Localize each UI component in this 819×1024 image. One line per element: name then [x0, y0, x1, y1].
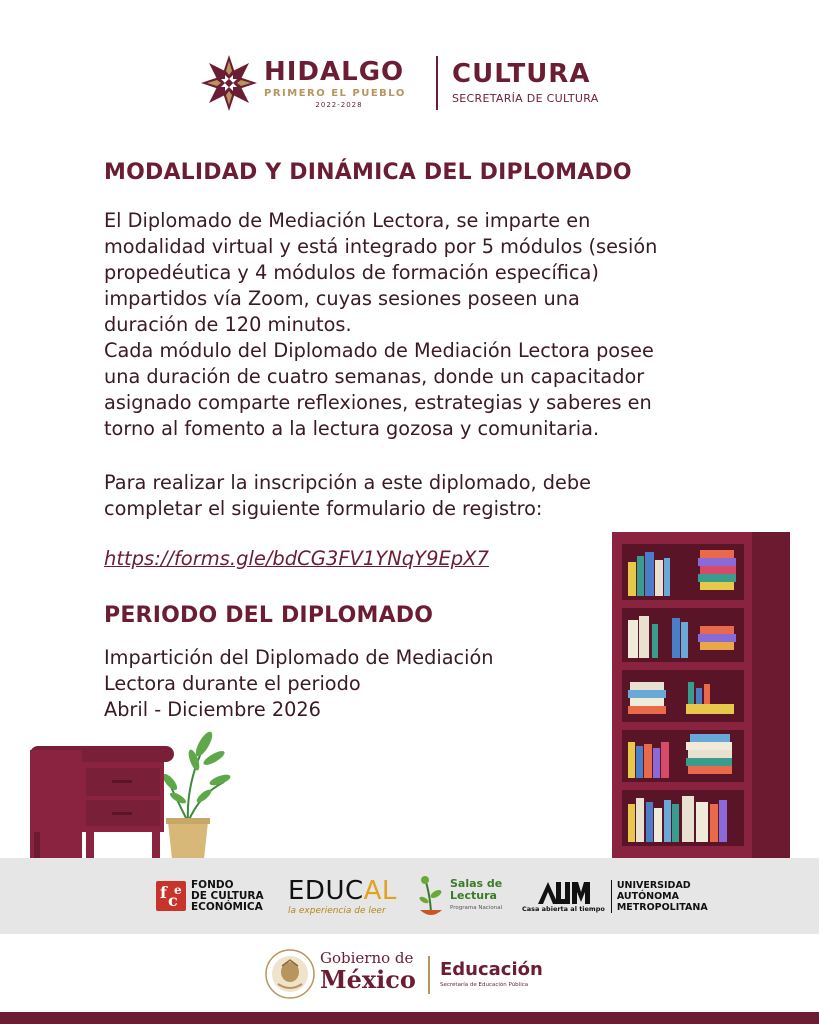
paragraph-line: Cada módulo del Diplomado de Mediación Lectora posee: [104, 339, 654, 362]
educal-wordmark: [288, 877, 397, 905]
salas-sub: Programa Nacional: [450, 905, 503, 911]
paragraph-line: asignado comparte reflexiones, estrategias y saberes en: [104, 391, 652, 414]
educal-logo: [288, 858, 397, 934]
salas-de-lectura-logo: [416, 858, 502, 934]
header: [200, 52, 630, 114]
salas-line1: Salas de: [450, 877, 503, 890]
uam-line: UNIVERSIDAD: [616, 879, 691, 891]
uam-logo: [522, 858, 708, 934]
gobierno-de-mexico-logo: [320, 950, 416, 993]
educal-main: EDUC: [288, 875, 364, 906]
mexico-seal-icon: [264, 948, 316, 1000]
fce-line: DE CULTURA: [191, 889, 264, 902]
periodo-line: Abril - Diciembre 2026: [104, 698, 321, 721]
footer-logos: [264, 944, 564, 1004]
star-flower-icon: [200, 54, 258, 112]
registration-line: Para realizar la inscripción a este diplomado, debe: [104, 471, 591, 494]
educacion-text: Educación: [440, 959, 543, 980]
salas-text: [450, 878, 502, 914]
uam-symbol-icon: [536, 880, 590, 904]
periodo-paragraph: [104, 645, 604, 723]
fce-logo: [156, 858, 264, 934]
uam-tagline: Casa abierta al tiempo: [522, 904, 605, 913]
cultura-text: CULTURA: [452, 59, 591, 89]
section-title-periodo: PERIODO DEL DIPLOMADO: [104, 603, 434, 628]
salas-plant-icon: [416, 872, 446, 920]
paragraph-line: El Diplomado de Mediación Lectora, se imparte en: [104, 209, 591, 232]
bottom-bar: [0, 1012, 819, 1024]
paragraph-line: torno al fomento a la lectura gozosa y comunitaria.: [104, 417, 600, 440]
periodo-line: Lectora durante el periodo: [104, 672, 361, 695]
uam-line: AUTÓNOMA: [616, 890, 679, 902]
fce-text: [191, 880, 264, 913]
paragraph-line: propedéutica y 4 módulos de formación específica): [104, 261, 599, 284]
fce-line: FONDO: [191, 878, 234, 891]
footer-divider: [428, 956, 430, 994]
paragraph-line: impartidos vía Zoom, cuyas sesiones poseen una: [104, 287, 580, 310]
periodo-line: Impartición del Diplomado de Mediación: [104, 646, 494, 669]
paragraph-line: modalidad virtual y está integrado por 5 módulos (sesión: [104, 235, 658, 258]
description-paragraph: [104, 208, 744, 442]
partner-logos-band: [0, 858, 819, 934]
salas-line2: Lectura: [450, 889, 497, 902]
uam-mark: [522, 880, 605, 913]
uam-text: [611, 880, 708, 913]
hidalgo-text: HIDALGO: [264, 57, 405, 87]
uam-line: METROPOLITANA: [616, 901, 708, 913]
fce-mark-icon: f c e: [156, 881, 186, 911]
educal-tagline: la experiencia de leer: [288, 905, 386, 916]
fce-line: ECONÓMICA: [191, 900, 263, 913]
bookshelf-illustration: [612, 532, 790, 859]
registration-form-link[interactable]: https://forms.gle/bdCG3FV1YNqY9EpX7: [104, 547, 489, 570]
registration-paragraph: [104, 470, 704, 522]
paragraph-line: duración de 120 minutos.: [104, 313, 352, 336]
cultura-logo: [452, 60, 599, 105]
secretaria-text: SECRETARÍA DE CULTURA: [452, 92, 599, 105]
gobierno-de-text: Gobierno de: [320, 949, 414, 967]
sep-text: Secretaría de Educación Pública: [440, 982, 529, 988]
dresser-plant-illustration: [28, 722, 238, 859]
mexico-text: México: [320, 965, 416, 994]
educal-accent: AL: [363, 875, 397, 906]
header-divider: [436, 56, 438, 110]
educacion-logo: [440, 960, 543, 988]
hidalgo-logo: [264, 58, 424, 109]
primero-el-pueblo-text: PRIMERO EL PUEBLO: [264, 88, 406, 99]
section-title-modalidad: MODALIDAD Y DINÁMICA DEL DIPLOMADO: [104, 160, 632, 185]
paragraph-line: una duración de cuatro semanas, donde un capacitador: [104, 365, 645, 388]
years-text: 2022-2028: [315, 101, 363, 109]
registration-line: completar el siguiente formulario de registro:: [104, 497, 543, 520]
